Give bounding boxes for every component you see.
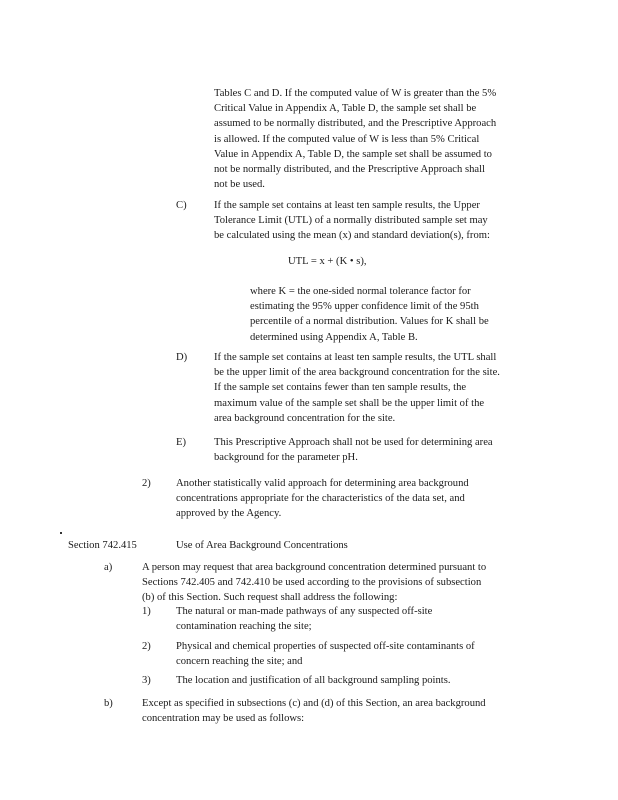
utl-formula: UTL = x + (K • s), xyxy=(288,256,367,267)
subsection-a-item-3-label: 3) xyxy=(142,675,151,686)
subsection-a-item-3-text: The location and justification of all background sampling points. xyxy=(176,675,451,686)
subsection-a-text: A person may request that area background concentration determined pursuant to Sections 742.405 and 742.410 be used according to the provisions of subsection (b) of this Section. Such request shall address the following: xyxy=(142,562,487,604)
item-2-label: 2) xyxy=(142,478,151,489)
subsection-a-label: a) xyxy=(104,562,113,573)
subsection-b-label: b) xyxy=(104,698,113,709)
item-e-text: This Prescriptive Approach shall not be used for determining area background for the parameter pH. xyxy=(214,437,493,464)
subsection-a-item-1-label: 1) xyxy=(142,606,151,617)
subsection-a-item-1-text: The natural or man-made pathways of any suspected off-site contamination reaching the site; xyxy=(176,606,433,633)
item-e-label: E) xyxy=(176,437,186,448)
section-title: Use of Area Background Concentrations xyxy=(176,540,348,551)
item-2-text: Another statistically valid approach for determining area background concentrations appropriate for the characteristics of the data set, and approved by the Agency. xyxy=(176,478,469,520)
item-c-text: If the sample set contains at least ten sample results, the Upper Tolerance Limit (UTL) of a normally distributed sample set may be calculated using the mean (x) and standard deviation(s), from: xyxy=(214,200,490,242)
subsection-a-item-2-text: Physical and chemical properties of suspected off-site contaminants of concern reaching the site; and xyxy=(176,641,475,668)
item-d-label: D) xyxy=(176,352,188,363)
stray-mark xyxy=(60,532,62,534)
continuation-paragraph: Tables C and D. If the computed value of W is greater than the 5% Critical Value in Appendix A, Table D, the sample set shall be assumed to be normally distributed, and the Prescriptive Approach is allowed. If the computed value of W is less than 5% Critical Value in Appendix A, Table D, the sample set shall be assumed to not be normally distributed, and the Prescriptive Approach shall not be used. xyxy=(214,88,497,191)
item-d-text: If the sample set contains at least ten sample results, the UTL shall be the upper limit of the area background concentration for the site. If the sample set contains fewer than ten sample results, the maximum value of the sample set shall be the upper limit of the area background concentration for the site. xyxy=(214,352,500,424)
section-number: Section 742.415 xyxy=(68,540,137,551)
utl-where-clause: where K = the one-sided normal tolerance factor for estimating the 95% upper confidence limit of the 95th percentile of a normal distribution. Values for K shall be determined using Appendix A, Table B. xyxy=(250,286,489,343)
item-c-label: C) xyxy=(176,200,187,211)
subsection-b-text: Except as specified in subsections (c) and (d) of this Section, an area background concentration may be used as follows: xyxy=(142,698,486,725)
subsection-a-item-2-label: 2) xyxy=(142,641,151,652)
